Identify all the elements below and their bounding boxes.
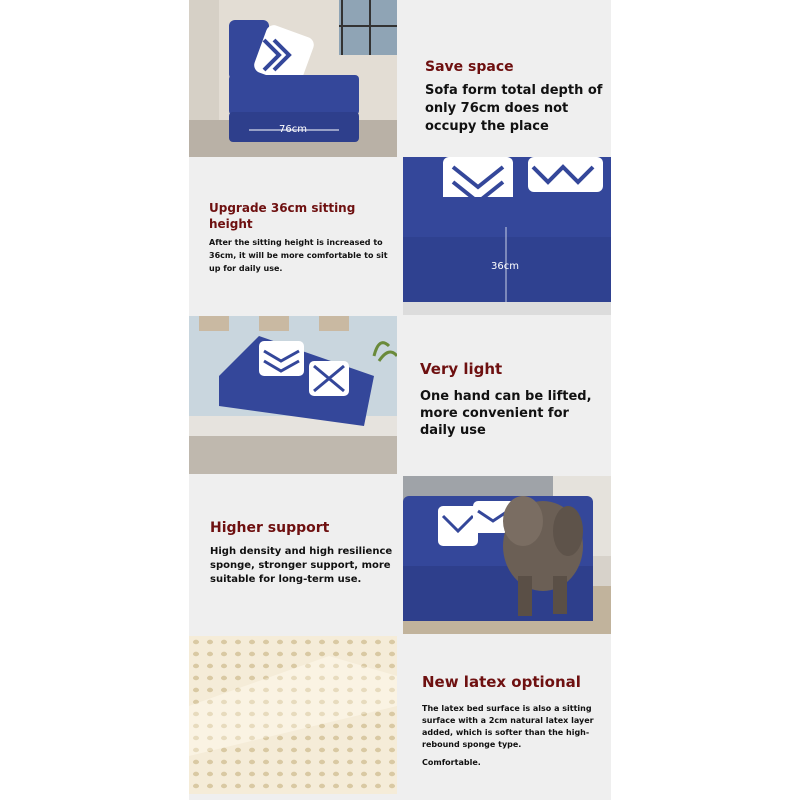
sofa-side-photo — [189, 0, 397, 157]
dimension-label-36cm: 36cm — [491, 261, 519, 272]
section-very-light — [420, 360, 605, 439]
section-sitting-height — [209, 200, 394, 275]
heading-sitting-height: Upgrade 36cm sitting height — [209, 201, 356, 231]
body-sitting-height: After the sitting height is increased to 36cm, it will be more comfortable to sit up for daily use. — [209, 238, 388, 273]
heading-higher-support: Higher support — [210, 520, 330, 536]
body-save-space: Sofa form total depth of only 76cm does not occupy the place — [425, 83, 603, 134]
dimension-label-76cm: 76cm — [279, 124, 307, 135]
body-very-light: One hand can be lifted, more convenient for daily use — [420, 389, 592, 438]
section-save-space — [425, 58, 610, 136]
heading-new-latex: New latex optional — [422, 673, 581, 691]
sofa-elephant-photo — [403, 476, 611, 634]
heading-save-space: Save space — [425, 59, 514, 75]
latex-texture-photo — [189, 636, 397, 794]
footer-new-latex: Comfortable. — [422, 758, 481, 767]
heading-very-light: Very light — [420, 360, 503, 378]
section-new-latex — [422, 673, 607, 769]
body-new-latex: The latex bed surface is also a sitting surface with a 2cm natural latex layer added, which is softer than the high-rebound sponge type. — [422, 704, 594, 749]
sofa-height-photo — [403, 157, 611, 315]
section-higher-support — [210, 519, 405, 587]
body-higher-support: High density and high resilience sponge, stronger support, more suitable for long-term use. — [210, 546, 393, 585]
sofa-lifted-photo — [189, 316, 397, 474]
